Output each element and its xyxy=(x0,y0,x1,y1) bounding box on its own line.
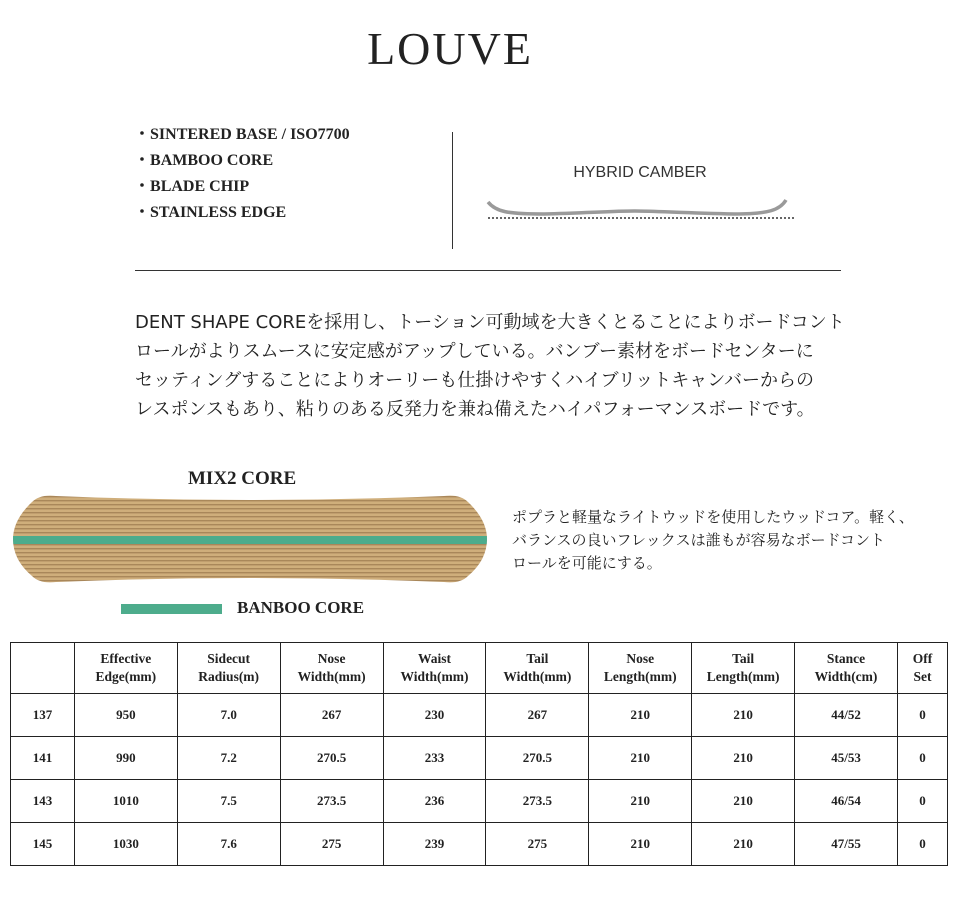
product-title: LOUVE xyxy=(367,23,533,74)
spec-cell: 0 xyxy=(897,780,947,823)
spec-cell: 0 xyxy=(897,694,947,737)
profile-label: HYBRID CAMBER xyxy=(573,164,707,181)
spec-cell: 210 xyxy=(692,694,795,737)
vertical-divider xyxy=(452,132,453,249)
spec-header-cell: Effective Edge(mm) xyxy=(74,643,177,694)
spec-header-cell: Waist Width(mm) xyxy=(383,643,486,694)
spec-cell: 143 xyxy=(11,780,75,823)
spec-cell: 230 xyxy=(383,694,486,737)
spec-cell: 210 xyxy=(589,737,692,780)
spec-cell: 7.5 xyxy=(177,780,280,823)
spec-cell: 141 xyxy=(11,737,75,780)
spec-cell: 1010 xyxy=(74,780,177,823)
spec-header-cell: Stance Width(cm) xyxy=(795,643,898,694)
feature-item: ・ BAMBOO CORE xyxy=(134,148,350,174)
spec-cell: 0 xyxy=(897,737,947,780)
description-line: セッティングすることによりオーリーも仕掛けやすくハイブリットキャンバーからの xyxy=(135,370,814,391)
feature-item: ・ BLADE CHIP xyxy=(134,174,350,200)
spec-cell: 7.2 xyxy=(177,737,280,780)
spec-row xyxy=(11,780,948,823)
spec-cell: 210 xyxy=(692,823,795,866)
spec-cell: 45/53 xyxy=(795,737,898,780)
description-line: レスポンスもあり、粘りのある反発力を兼ね備えたハイパフォーマンスボードです。 xyxy=(135,399,815,420)
spec-cell: 1030 xyxy=(74,823,177,866)
feature-list xyxy=(134,122,350,226)
horizontal-divider xyxy=(135,270,841,271)
spec-header-cell: Tail Width(mm) xyxy=(486,643,589,694)
product-description xyxy=(135,308,895,424)
spec-table xyxy=(10,642,948,866)
camber-profile-diagram xyxy=(484,192,796,224)
spec-cell: 210 xyxy=(589,823,692,866)
description-line: ロールがよりスムースに安定感がアップしている。バンブー素材をボードセンターに xyxy=(135,341,814,362)
spec-cell: 267 xyxy=(280,694,383,737)
spec-row xyxy=(11,694,948,737)
spec-row xyxy=(11,737,948,780)
board-core-illustration xyxy=(10,492,490,586)
bamboo-legend-label: BANBOO CORE xyxy=(237,598,365,617)
spec-cell: 210 xyxy=(589,780,692,823)
feature-item: ・ STAINLESS EDGE xyxy=(134,200,350,226)
spec-cell: 273.5 xyxy=(486,780,589,823)
spec-cell: 270.5 xyxy=(280,737,383,780)
spec-cell: 233 xyxy=(383,737,486,780)
spec-header-cell: Sidecut Radius(m) xyxy=(177,643,280,694)
spec-cell: 275 xyxy=(280,823,383,866)
spec-header-cell: Tail Length(mm) xyxy=(692,643,795,694)
spec-cell: 47/55 xyxy=(795,823,898,866)
spec-cell: 145 xyxy=(11,823,75,866)
spec-cell: 210 xyxy=(692,737,795,780)
spec-cell: 239 xyxy=(383,823,486,866)
feature-item: ・ SINTERED BASE / ISO7700 xyxy=(134,122,350,148)
spec-header-cell: Off Set xyxy=(897,643,947,694)
spec-cell: 990 xyxy=(74,737,177,780)
core-description-line: バランスの良いフレックスは誰もが容易なボードコント xyxy=(512,531,886,549)
spec-cell: 270.5 xyxy=(486,737,589,780)
spec-cell: 0 xyxy=(897,823,947,866)
core-description xyxy=(512,506,957,575)
core-description-line: ポプラと軽量なライトウッドを使用したウッドコア。軽く、 xyxy=(512,508,914,526)
spec-cell: 137 xyxy=(11,694,75,737)
description-line: DENT SHAPE COREを採用し、トーション可動域を大きくとることによりボードコント xyxy=(135,312,845,333)
spec-cell: 273.5 xyxy=(280,780,383,823)
spec-cell: 46/54 xyxy=(795,780,898,823)
spec-cell: 950 xyxy=(74,694,177,737)
spec-cell: 44/52 xyxy=(795,694,898,737)
spec-cell: 236 xyxy=(383,780,486,823)
core-description-line: ロールを可能にする。 xyxy=(512,554,662,572)
spec-header-cell: Nose Width(mm) xyxy=(280,643,383,694)
spec-cell: 267 xyxy=(486,694,589,737)
bamboo-legend-swatch xyxy=(121,604,222,614)
spec-row xyxy=(11,823,948,866)
spec-cell: 7.6 xyxy=(177,823,280,866)
spec-cell: 210 xyxy=(692,780,795,823)
core-title: MIX2 CORE xyxy=(188,468,297,489)
spec-cell: 7.0 xyxy=(177,694,280,737)
spec-cell: 210 xyxy=(589,694,692,737)
spec-header-cell xyxy=(11,643,75,694)
spec-header-cell: Nose Length(mm) xyxy=(589,643,692,694)
spec-cell: 275 xyxy=(486,823,589,866)
spec-header-row xyxy=(11,643,948,694)
